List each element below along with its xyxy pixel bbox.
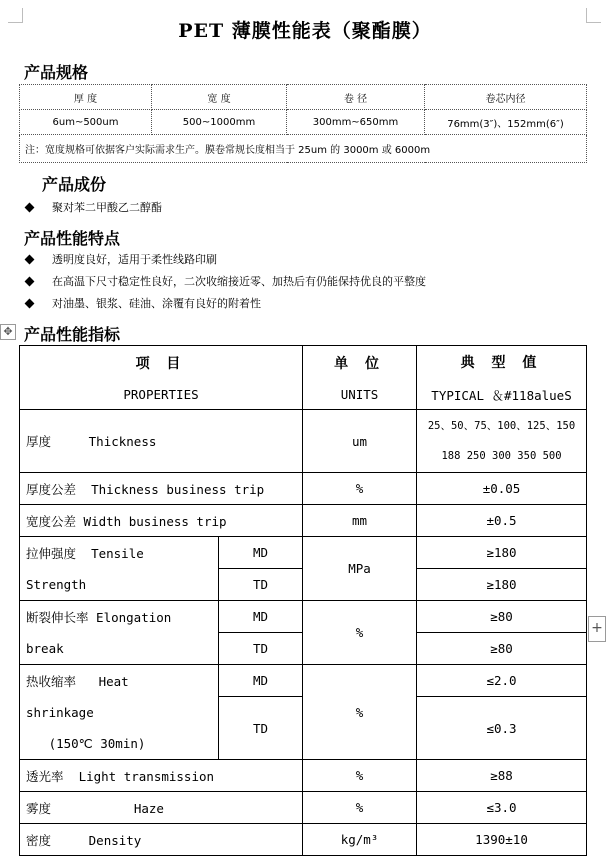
diamond-bullet-icon <box>25 277 35 287</box>
tensile-unit: MPa <box>303 537 417 601</box>
shrinkage-label-en2: shrinkage <box>26 704 94 720</box>
thickness-label <box>20 410 303 473</box>
elongation-td-value: ≥80 <box>417 633 587 665</box>
spec-header-width: 宽 度 <box>152 85 287 110</box>
plus-icon: + <box>591 620 603 636</box>
header-unit-cn: 单 位 <box>334 356 385 372</box>
header-item-cn: 项 目 <box>135 356 187 372</box>
table-row <box>20 601 587 633</box>
tensile-md-value: ≥180 <box>417 537 587 569</box>
diamond-bullet-icon <box>25 255 35 265</box>
elongation-md: MD <box>219 601 303 633</box>
elongation-unit: % <box>303 601 417 665</box>
width-tol-label-en: Width business trip <box>83 513 227 529</box>
transmission-label-cn: 透光率 <box>26 768 64 784</box>
table-row <box>20 665 587 697</box>
header-value-cn: 典 型 值 <box>460 354 543 371</box>
add-row-handle[interactable] <box>588 616 606 642</box>
list-item <box>24 249 426 271</box>
width-tol-value: ±0.5 <box>417 505 587 537</box>
thickness-tol-unit: % <box>303 473 417 505</box>
transmission-label <box>20 760 303 792</box>
heading-indicators: 产品性能指标 <box>24 325 121 344</box>
thickness-values-line1: 25、50、75、100、125、150 <box>427 420 576 432</box>
feature-item: 对油墨、银浆、硅油、涂覆有良好的附着性 <box>52 297 261 310</box>
transmission-value: ≥88 <box>417 760 587 792</box>
spec-note: 注：宽度规格可依据客户实际需求生产。膜卷常规长度相当于 25um 的 3000m 或 6000m <box>20 135 587 163</box>
tensile-label-cn: 拉伸强度 <box>26 545 77 561</box>
table-row <box>20 473 587 505</box>
table-row <box>20 792 587 824</box>
transmission-label-en: Light transmission <box>78 768 215 784</box>
haze-label-en: Haze <box>133 800 164 816</box>
table-row <box>20 760 587 792</box>
shrinkage-label-en3: (150℃ 30min) <box>48 735 146 751</box>
transmission-unit: % <box>303 760 417 792</box>
tensile-td: TD <box>219 569 303 601</box>
composition-item: 聚对苯二甲酸乙二醇酯 <box>52 201 162 214</box>
density-label <box>20 824 303 856</box>
heading-composition: 产品成份 <box>42 175 107 194</box>
tensile-label <box>20 537 219 601</box>
shrinkage-unit: % <box>303 665 417 760</box>
shrinkage-td: TD <box>219 697 303 760</box>
shrinkage-label-cn: 热收缩率 <box>26 673 77 689</box>
haze-value: ≤3.0 <box>417 792 587 824</box>
haze-label <box>20 792 303 824</box>
heading-features: 产品性能特点 <box>24 229 121 248</box>
width-tol-label <box>20 505 303 537</box>
table-row <box>20 824 587 856</box>
thickness-tol-label <box>20 473 303 505</box>
tensile-md: MD <box>219 537 303 569</box>
width-tol-unit: mm <box>303 505 417 537</box>
table-row <box>20 346 587 410</box>
elongation-label-en2: break <box>26 640 64 656</box>
header-value-en: TYPICAL ＆#118alueS <box>431 387 572 403</box>
header-value <box>417 346 587 410</box>
spec-header-row <box>20 85 587 110</box>
heading-spec: 产品规格 <box>24 63 89 82</box>
elongation-td: TD <box>219 633 303 665</box>
spec-value-core-diameter: 76mm(3″)、152mm(6″) <box>425 110 587 135</box>
thickness-tol-label-en: Thickness business trip <box>91 481 265 497</box>
thickness-values-line2: 188 250 300 350 500 <box>441 450 562 462</box>
spec-value-width: 500~1000mm <box>152 110 287 135</box>
performance-table <box>19 345 587 856</box>
thickness-unit: um <box>303 410 417 473</box>
table-row <box>20 410 587 473</box>
header-item-en: PROPERTIES <box>123 387 199 402</box>
density-label-en: Density <box>88 832 142 848</box>
list-item <box>24 271 426 293</box>
tensile-label-en2: Strength <box>26 576 87 592</box>
density-value: 1390±10 <box>417 824 587 856</box>
shrinkage-md: MD <box>219 665 303 697</box>
width-tol-label-cn: 宽度公差 <box>26 513 77 529</box>
spec-header-thickness: 厚 度 <box>20 85 152 110</box>
elongation-label <box>20 601 219 665</box>
tensile-label-en1: Tensile <box>91 545 144 561</box>
move-icon: ✥ <box>3 325 13 338</box>
diamond-bullet-icon <box>25 203 35 213</box>
table-move-handle[interactable] <box>0 324 16 340</box>
density-unit: kg/m³ <box>303 824 417 856</box>
table-row <box>20 537 587 569</box>
spec-header-core-diameter: 卷芯内径 <box>425 85 587 110</box>
header-unit <box>303 346 417 410</box>
thickness-tol-value: ±0.05 <box>417 473 587 505</box>
composition-list <box>24 197 162 219</box>
spec-header-roll-diameter: 卷 径 <box>287 85 425 110</box>
spec-table <box>19 84 587 163</box>
tensile-td-value: ≥180 <box>417 569 587 601</box>
haze-unit: % <box>303 792 417 824</box>
table-row <box>20 505 587 537</box>
spec-value-roll-diameter: 300mm~650mm <box>287 110 425 135</box>
spec-note-row <box>20 135 587 163</box>
list-item <box>24 293 426 315</box>
shrinkage-md-value: ≤2.0 <box>417 665 587 697</box>
thickness-tol-label-cn: 厚度公差 <box>26 481 77 497</box>
thickness-values <box>417 410 587 473</box>
document-title: PET 薄膜性能表（聚酯膜） <box>178 20 432 42</box>
shrinkage-label-en1: Heat <box>98 673 129 689</box>
thickness-label-cn: 厚度 <box>26 434 52 449</box>
elongation-label-cn: 断裂伸长率 <box>26 609 89 625</box>
features-list <box>24 249 426 315</box>
list-item <box>24 197 162 219</box>
header-unit-en: UNITS <box>340 387 379 402</box>
header-item <box>20 346 303 410</box>
spec-value-row <box>20 110 587 135</box>
shrinkage-td-value: ≤0.3 <box>417 697 587 760</box>
feature-item: 透明度良好，适用于柔性线路印刷 <box>52 253 217 266</box>
elongation-md-value: ≥80 <box>417 601 587 633</box>
density-label-cn: 密度 <box>26 832 52 848</box>
feature-item: 在高温下尺寸稳定性良好，二次收缩接近零、加热后有仍能保持优良的平整度 <box>52 275 426 288</box>
thickness-label-en: Thickness <box>88 434 157 449</box>
spec-value-thickness: 6um~500um <box>20 110 152 135</box>
elongation-label-en1: Elongation <box>96 609 172 625</box>
diamond-bullet-icon <box>25 299 35 309</box>
haze-label-cn: 雾度 <box>26 800 52 816</box>
shrinkage-label <box>20 665 219 760</box>
